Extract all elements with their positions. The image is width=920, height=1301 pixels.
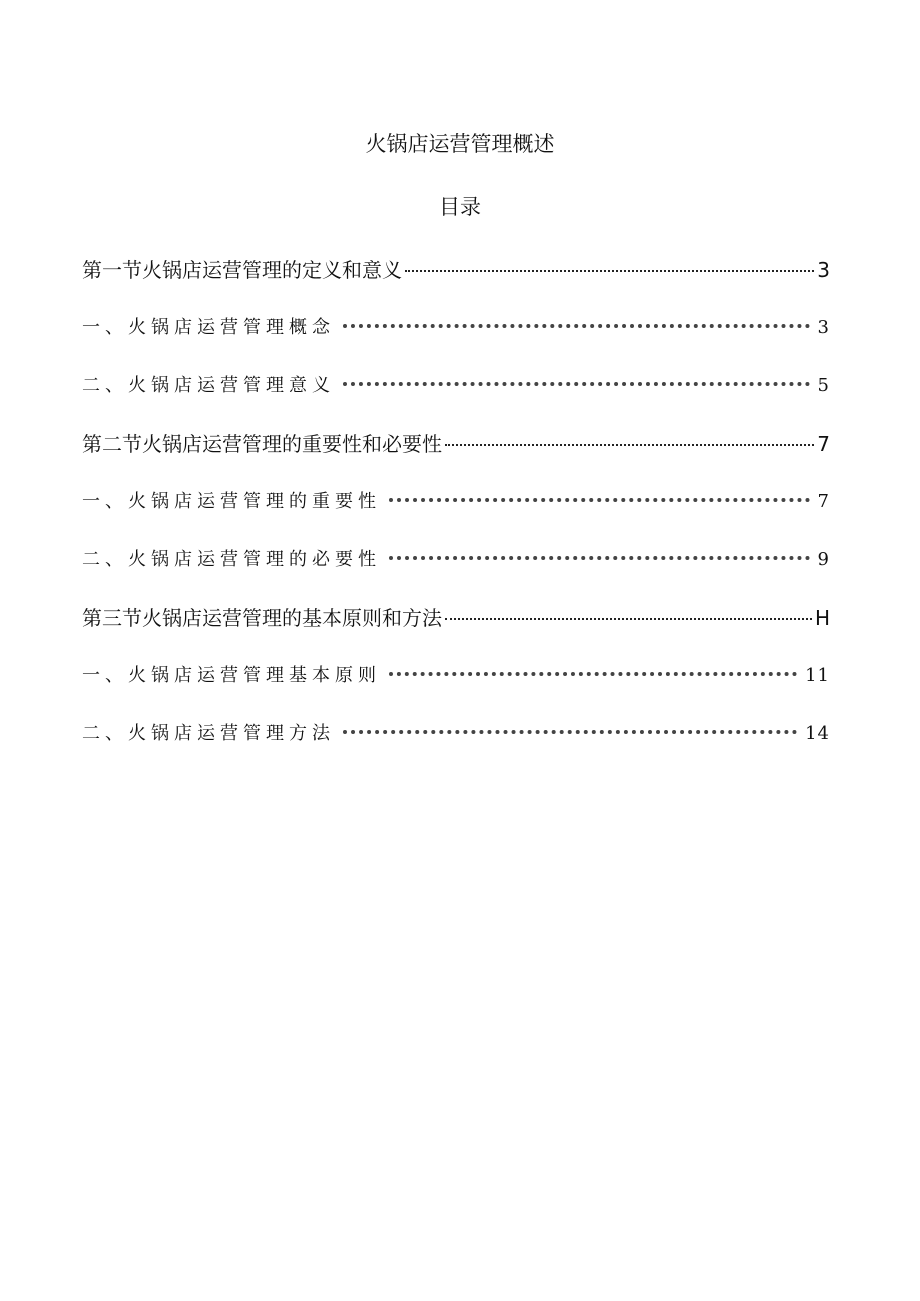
toc-entry-subsection-1-1[interactable] xyxy=(82,310,830,368)
toc-entry-subsection-2-1[interactable] xyxy=(82,484,830,542)
toc-entry-page-number: H xyxy=(814,606,830,630)
dot-leader xyxy=(389,497,810,502)
dot-leader xyxy=(343,323,810,328)
dot-leader xyxy=(405,269,814,272)
toc-entry-subsection-3-1[interactable] xyxy=(82,658,830,716)
toc-entry-label: 第二节火锅店运营管理的重要性和必要性 xyxy=(82,432,442,456)
toc-entry-subsection-3-2[interactable] xyxy=(82,716,830,774)
toc-entry-section-3[interactable] xyxy=(82,600,830,658)
toc-entry-subsection-2-2[interactable] xyxy=(82,542,830,600)
toc-entry-page-number: 3 xyxy=(817,317,830,338)
toc-entry-label: 一、火锅店运营管理的重要性 xyxy=(82,491,381,512)
toc-entry-label: 一、火锅店运营管理基本原则 xyxy=(82,665,381,686)
toc-entry-page-number: 5 xyxy=(817,375,830,396)
toc-entry-page-number: 3 xyxy=(817,258,830,282)
toc-entry-page-number: 7 xyxy=(817,491,830,512)
toc-entry-subsection-1-2[interactable] xyxy=(82,368,830,426)
toc-entry-page-number: 7 xyxy=(817,432,830,456)
toc-entry-label: 二、火锅店运营管理意义 xyxy=(82,375,335,396)
toc-entry-page-number: 14 xyxy=(805,723,830,744)
dot-leader xyxy=(445,617,812,620)
toc-entry-page-number: 11 xyxy=(805,665,830,686)
document-title: 火锅店运营管理概述 xyxy=(365,132,555,156)
toc-entry-section-1[interactable] xyxy=(82,252,830,310)
toc-entry-label: 第一节火锅店运营管理的定义和意义 xyxy=(82,258,402,282)
dot-leader xyxy=(343,729,797,734)
toc-entry-label: 二、火锅店运营管理的必要性 xyxy=(82,549,381,570)
toc-entry-section-2[interactable] xyxy=(82,426,830,484)
toc-entry-page-number: 9 xyxy=(817,549,830,570)
toc-heading: 目录 xyxy=(439,195,481,219)
toc-entry-label: 第三节火锅店运营管理的基本原则和方法 xyxy=(82,606,442,630)
toc-entry-label: 二、火锅店运营管理方法 xyxy=(82,723,335,744)
dot-leader xyxy=(389,671,797,676)
toc-entry-label: 一、火锅店运营管理概念 xyxy=(82,317,335,338)
dot-leader xyxy=(389,555,810,560)
table-of-contents xyxy=(82,252,830,774)
dot-leader xyxy=(343,381,810,386)
dot-leader xyxy=(445,443,814,446)
